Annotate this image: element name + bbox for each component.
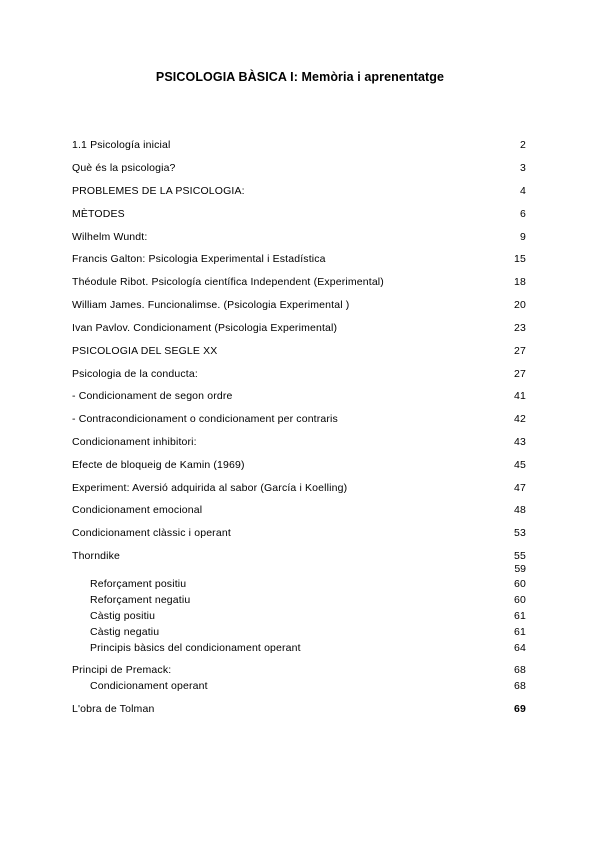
toc-entry-page: 41	[514, 390, 526, 402]
toc-entry-page: 48	[514, 504, 526, 516]
toc-entry-page: 20	[514, 299, 526, 311]
document-title: PSICOLOGIA BÀSICA I: Memòria i aprenentatge	[155, 70, 445, 84]
toc-entry-page: 27	[514, 368, 526, 380]
toc-entry[interactable]	[72, 435, 526, 451]
toc-entry-page: 64	[514, 642, 526, 654]
toc-entry-label: MÈTODES	[72, 208, 125, 220]
toc-entry-label: Càstig positiu	[90, 610, 156, 622]
toc-entry-page: 60	[514, 594, 526, 606]
toc-entry-page: 53	[514, 527, 526, 539]
toc-entry[interactable]	[72, 138, 526, 154]
toc-entry-page: 47	[514, 482, 526, 494]
toc-entry-page: 42	[514, 413, 526, 425]
toc-entry-page: 6	[520, 208, 526, 220]
toc-entry[interactable]	[72, 275, 526, 291]
toc-entry-label: Efecte de bloqueig de Kamin (1969)	[72, 459, 245, 471]
toc-subentry[interactable]	[90, 577, 526, 593]
toc-entry-label: 1.1 Psicología inicial	[72, 139, 171, 151]
toc-entry-page: 18	[514, 276, 526, 288]
toc-entry[interactable]	[72, 367, 526, 383]
toc-entry-page: 61	[514, 626, 526, 638]
toc-subentry[interactable]	[90, 641, 526, 657]
toc-entry[interactable]	[72, 252, 526, 268]
toc-subentry[interactable]	[90, 593, 526, 609]
toc-entry[interactable]	[72, 389, 526, 405]
toc-entry[interactable]	[72, 230, 526, 246]
toc-entry-label: William James. Funcionalimse. (Psicologia Experimental )	[72, 299, 350, 311]
toc-entry-page: 68	[514, 680, 526, 692]
toc-entry-label: Ivan Pavlov. Condicionament (Psicologia Experimental)	[72, 322, 338, 334]
toc-entry[interactable]	[72, 161, 526, 177]
toc-subentry[interactable]	[90, 625, 526, 641]
toc-entry-label: Principis bàsics del condicionament operant	[90, 642, 301, 654]
toc-entry[interactable]	[72, 663, 526, 679]
toc-entry[interactable]	[72, 526, 526, 542]
toc-entry[interactable]	[72, 321, 526, 337]
toc-entry-page: 69	[514, 703, 526, 715]
toc-entry-page: 55	[514, 550, 526, 562]
toc-entry[interactable]	[72, 702, 526, 718]
toc-entry-label: Què és la psicologia?	[72, 162, 176, 174]
toc-entry-label: PROBLEMES DE LA PSICOLOGIA:	[72, 185, 245, 197]
toc-entry-label: PSICOLOGIA DEL SEGLE XX	[72, 345, 218, 357]
toc-entry-label: - Condicionament de segon ordre	[72, 390, 233, 402]
toc-entry-label: Condicionament clàssic i operant	[72, 527, 231, 539]
toc-entry-page: 23	[514, 322, 526, 334]
toc-entry-label: Condicionament inhibitori:	[72, 436, 197, 448]
toc-entry-page: 4	[520, 185, 526, 197]
toc-entry[interactable]	[72, 549, 526, 565]
toc-entry-label: Reforçament negatiu	[90, 594, 191, 606]
toc-entry[interactable]	[72, 481, 526, 497]
toc-entry-label: Thorndike	[72, 550, 121, 562]
toc-entry-label: Reforçament positiu	[90, 578, 187, 590]
toc-entry[interactable]	[72, 207, 526, 223]
toc-entry[interactable]	[72, 458, 526, 474]
toc-entry-page: 43	[514, 436, 526, 448]
toc-entry-label: Francis Galton: Psicologia Experimental i Estadística	[72, 253, 326, 265]
toc-entry-page: 45	[514, 459, 526, 471]
toc-subentry[interactable]	[90, 679, 526, 695]
toc-entry-label: Principi de Premack:	[72, 664, 172, 676]
toc-entry-label: Psicologia de la conducta:	[72, 368, 198, 380]
toc-entry[interactable]	[72, 412, 526, 428]
toc-entry-label: Wilhelm Wundt:	[72, 231, 148, 243]
toc-entry[interactable]	[72, 184, 526, 200]
toc-entry-page: 68	[514, 664, 526, 676]
toc-entry-page: 9	[520, 231, 526, 243]
toc-entry-label: L'obra de Tolman	[72, 703, 155, 715]
toc-entry-page: 2	[520, 139, 526, 151]
toc-entry-page[interactable]: 59	[514, 563, 526, 575]
toc-entry-page: 60	[514, 578, 526, 590]
toc-entry-label: Théodule Ribot. Psicología científica Independent (Experimental)	[72, 276, 384, 288]
toc-entry-page: 3	[520, 162, 526, 174]
toc-entry[interactable]	[72, 344, 526, 360]
toc-entry-label: - Contracondicionament o condicionament per contraris	[72, 413, 338, 425]
toc-entry-page: 27	[514, 345, 526, 357]
toc-entry-label: Condicionament operant	[90, 680, 208, 692]
toc-entry[interactable]	[72, 298, 526, 314]
toc-entry-label: Experiment: Aversió adquirida al sabor (García i Koelling)	[72, 482, 348, 494]
toc-entry-label: Condicionament emocional	[72, 504, 203, 516]
toc-subentry[interactable]	[90, 609, 526, 625]
toc-entry[interactable]	[72, 503, 526, 519]
toc-entry-page: 61	[514, 610, 526, 622]
toc-entry-page: 15	[514, 253, 526, 265]
toc-entry-label: Càstig negatiu	[90, 626, 160, 638]
